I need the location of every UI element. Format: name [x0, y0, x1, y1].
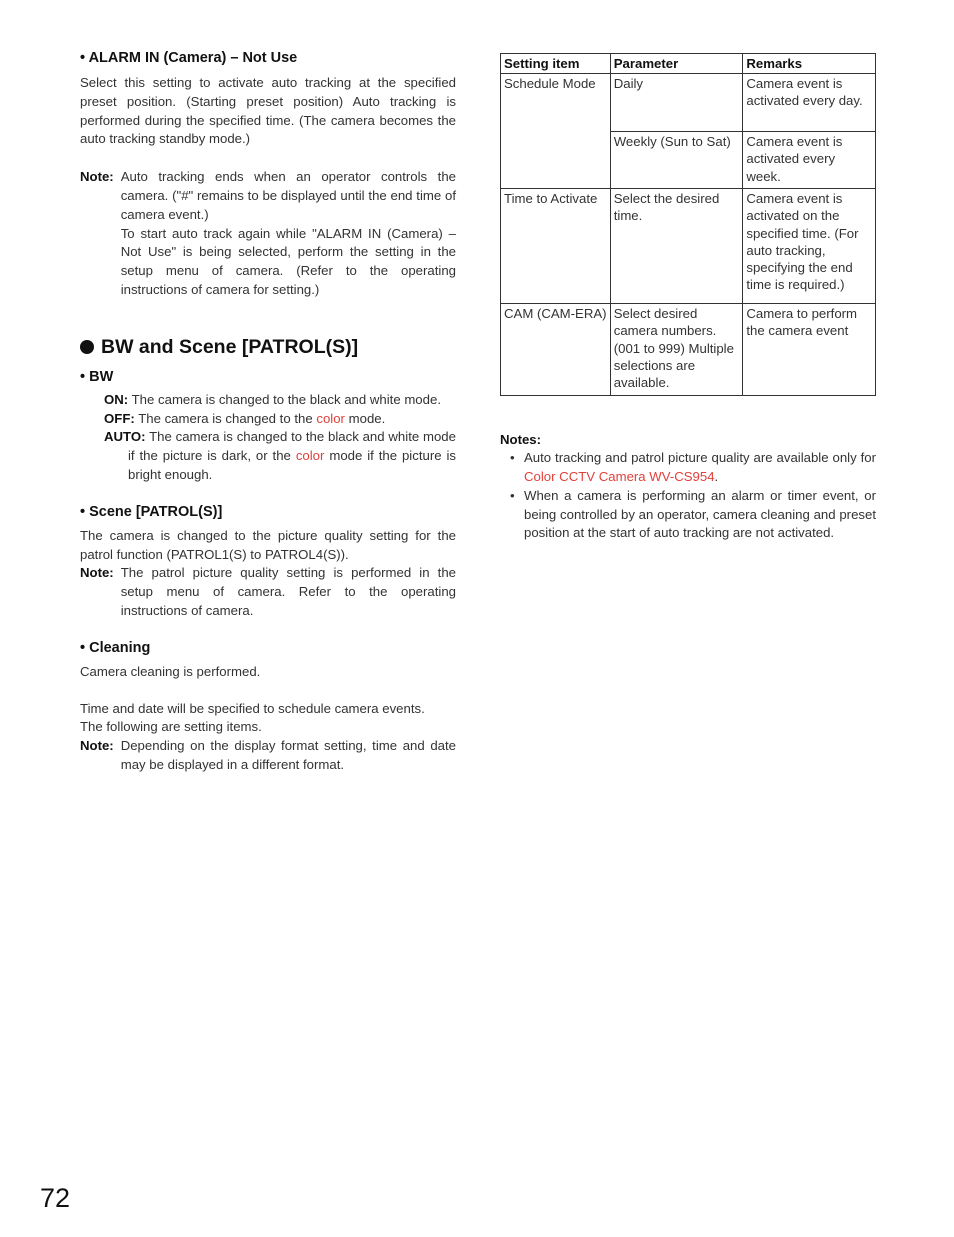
left-column — [80, 48, 456, 775]
table-cell: Time to Activate — [501, 189, 611, 304]
right-column — [500, 53, 876, 543]
notes-heading: Notes: — [500, 432, 542, 448]
column-header: Parameter — [610, 54, 743, 74]
table-cell: Camera to perform the camera event — [743, 304, 876, 396]
column-header: Setting item — [501, 54, 611, 74]
note-label: Note: — [80, 738, 114, 754]
product-name: Color CCTV Camera WV-CS954 — [524, 469, 715, 484]
column-header: Remarks — [743, 54, 876, 74]
list-item: • Auto tracking and patrol picture quality are available only for Color CCTV Camera WV-CS954. — [500, 449, 876, 487]
page-number: 72 — [40, 1183, 71, 1213]
bw-options — [80, 391, 456, 485]
bw-heading: • BW — [80, 368, 114, 385]
table-cell: Schedule Mode — [501, 74, 611, 189]
alarm-note-text-1: Auto tracking ends when an operator controls the camera. ("#" remains to be displayed until the end time of camera event.) — [120, 169, 456, 222]
schedule-settings-table — [500, 53, 876, 396]
scene-heading: • Scene [PATROL(S)] — [80, 503, 223, 520]
list-item: • When a camera is performing an alarm or timer event, or being controlled by an operator, camera cleaning and preset position at the start of auto tracking are not activated. — [500, 487, 876, 543]
alarm-paragraph: Select this setting to activate auto tracking at the specified preset position. (Starting preset position) Auto tracking is performed during the specified time. (The camera becomes the auto tracking standby mode.) — [80, 75, 456, 147]
table-row — [501, 304, 876, 396]
cleaning-note — [80, 737, 456, 775]
scene-note-text: The patrol picture quality setting is performed in the setup menu of camera. Refer to the operating instructions of camera. — [120, 565, 456, 618]
circle-bullet-icon — [80, 340, 94, 354]
table-row — [501, 189, 876, 304]
bw-off-item: OFF: The camera is changed to the color mode. — [104, 410, 386, 426]
alarm-note — [80, 168, 456, 300]
scene-paragraph: The camera is changed to the picture quality setting for the patrol function (PATROL1(S) to PATROL4(S)). — [80, 527, 456, 562]
table-cell: Select the desired time. — [610, 189, 743, 304]
table-cell: CAM (CAM-ERA) — [501, 304, 611, 396]
cleaning-paragraph: Camera cleaning is performed. — [80, 663, 261, 679]
table-cell: Camera event is activated every day. — [743, 74, 876, 132]
color-word: color — [316, 410, 345, 426]
section-heading-bw-scene — [80, 336, 456, 359]
note-label: Note: — [80, 169, 114, 185]
cleaning-note-text: Depending on the display format setting, time and date may be displayed in a different format. — [120, 738, 456, 772]
table-cell: Camera event is activated every week. — [743, 132, 876, 189]
schedule-paragraph-line1: Time and date will be specified to schedule camera events. — [80, 700, 425, 716]
cleaning-heading: • Cleaning — [80, 639, 151, 656]
note-label: Note: — [80, 565, 114, 581]
bw-auto-item: AUTO: The camera is changed to the black and white mode if the picture is dark, or the color mode if the picture is bright enough. — [104, 429, 456, 482]
table-cell: Camera event is activated on the specified time. (For auto tracking, specifying the end time is required.) — [743, 189, 876, 304]
section-heading-text: BW and Scene [PATROL(S)] — [101, 335, 359, 358]
color-word: color — [295, 448, 325, 464]
table-cell: Daily — [610, 74, 743, 132]
scene-note — [80, 564, 456, 620]
table-header-row — [501, 54, 876, 74]
schedule-paragraph-line2: The following are setting items. — [80, 719, 262, 735]
alarm-note-text-2: To start auto track again while "ALARM IN (Camera) – Not Use" is being selected, perform the setting in the setup menu of camera. (Refer to the operating instructions of camera for setting.) — [120, 225, 456, 297]
table-row — [501, 74, 876, 132]
table-cell: Select desired camera numbers. (001 to 999) Multiple selections are available. — [610, 304, 743, 396]
table-cell: Weekly (Sun to Sat) — [610, 132, 743, 189]
bw-on-item: ON: The camera is changed to the black and white mode. — [104, 391, 441, 407]
alarm-heading: • ALARM IN (Camera) – Not Use — [80, 50, 298, 66]
notes-list — [500, 449, 876, 543]
